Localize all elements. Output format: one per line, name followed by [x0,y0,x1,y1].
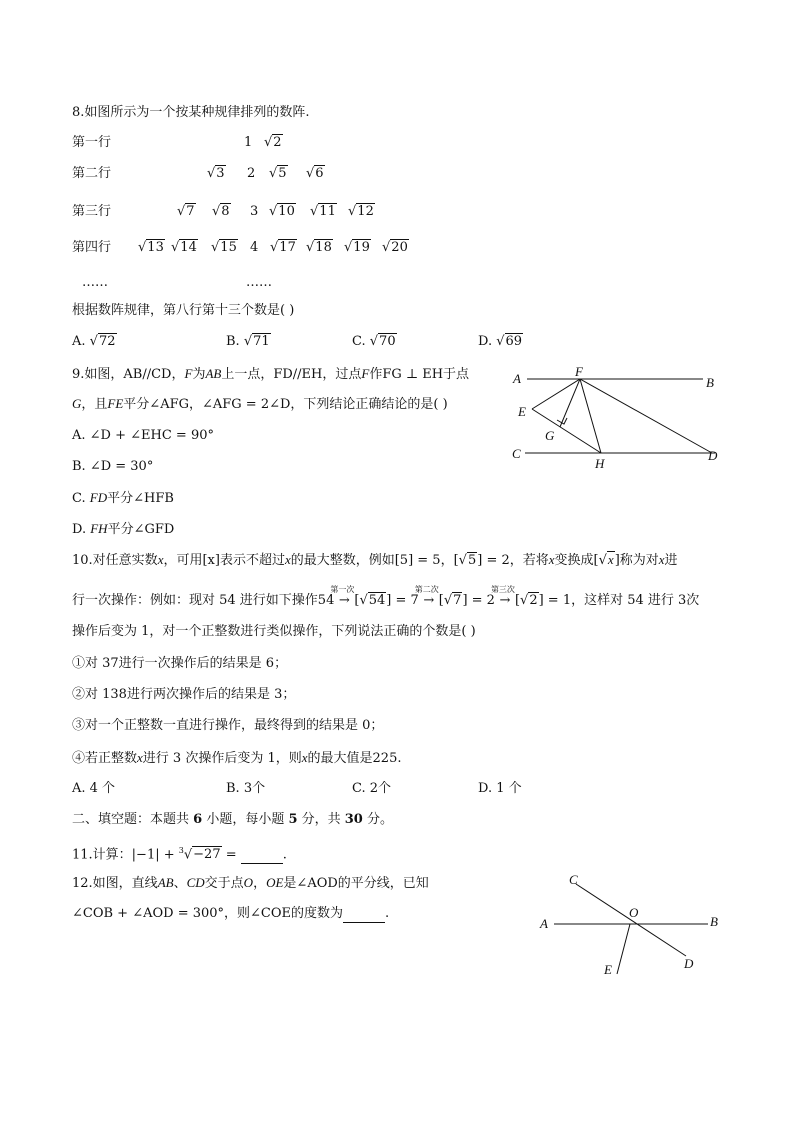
section-heading: 二、填空题：本题共 6 小题，每小题 5 分，共 30 分。 [72,812,393,827]
q12-geometry-figure [536,868,726,980]
matrix-cell: 1 [244,135,253,150]
q9-line1: 9.如图，AB//CD，F为AB上一点，FD//EH，过点F作FG ⊥ EH于点 [72,366,470,382]
q12-line1: 12.如图，直线AB、CD交于点O，OE是∠AOD的平分线，已知 [72,875,429,891]
matrix-cell: √12 [348,204,374,219]
arrow-second: 第二次 → [414,585,439,608]
matrix-cell: √6 [306,166,324,181]
row-label-4: 第四行 [72,240,112,255]
matrix-cell: √3 [207,166,225,181]
matrix-cell: √11 [310,204,336,219]
matrix-cell: √15 [211,240,237,255]
label-c: C [512,446,521,461]
q11-line: 11.计算：|−1| + $^3$√−27 = . [72,846,287,863]
matrix-cell: √14 [171,240,197,255]
label-b: B [710,914,718,929]
matrix-cell: √13 [138,240,164,255]
row-label-3: 第三行 [72,204,112,219]
matrix-cell: √8 [212,204,230,219]
q8-question: 根据数阵规律，第八行第十三个数是( ) [72,303,295,318]
option-a: A. √72 [72,334,116,349]
q10-option-a: A. 4 个 [72,781,116,796]
matrix-cell: √10 [269,204,295,219]
option-d: D. √69 [478,334,523,349]
label-d: D [684,956,694,971]
arrow-first: 第一次 → [330,585,355,608]
label-h: H [595,456,605,471]
q10-statement-1: ①对 37进行一次操作后的结果是 6； [72,656,288,671]
row-label-2: 第二行 [72,166,112,181]
matrix-cell: √20 [382,240,408,255]
matrix-cell: √2 [264,135,282,150]
matrix-cell: 2 [247,166,256,181]
q9-line2: G，且FE平分∠AFG，∠AFG = 2∠D，下列结论正确结论的是( ) [72,396,448,412]
label-d: D [708,448,718,463]
q10-statement-2: ②对 138进行两次操作后的结果是 3； [72,687,296,702]
label-e: E [604,962,612,977]
q10-statement-4: ④若正整数x进行 3 次操作后变为 1，则x的最大值是225. [72,750,402,766]
q9-option-c: C. FD平分∠HFB [72,490,174,506]
matrix-cell: √19 [344,240,370,255]
q9-option-a: A. ∠D + ∠EHC = 90° [72,428,214,443]
label-a: A [540,916,548,931]
label-f: F [575,364,583,379]
option-b: B. √71 [226,334,270,349]
row-label-1: 第一行 [72,135,112,150]
ellipsis-left: …… [82,275,108,290]
q10-line2: 行一次操作：例如：现对 54 进行如下操作54 第一次 → [√54] = 7 第二次 → [√7] = 2 第三次 → [√2] = 1，这样对 54 进行 3次 [72,585,700,608]
q10-option-b: B. 3个 [226,781,266,796]
q10-option-d: D. 1 个 [478,781,522,796]
label-e: E [518,404,526,419]
q12-line2: ∠COB + ∠AOD = 300°，则∠COE的度数为 . [72,906,390,921]
matrix-cell: √17 [270,240,296,255]
q10-line1: 10.对任意实数x，可用[x]表示不超过x的最大整数，例如[5] = 5，[√5] = 2，若将x变换成[√x]称为对x进 [72,552,678,568]
arrow-third: 第三次 → [490,585,515,608]
q8-intro: 8.如图所示为一个按某种规律排列的数阵. [72,105,310,120]
answer-blank[interactable] [241,847,283,864]
ellipsis-right: …… [246,275,272,290]
matrix-cell: √7 [177,204,195,219]
option-c: C. √70 [352,334,396,349]
q9-option-d: D. FH平分∠GFD [72,521,175,537]
matrix-cell: 3 [250,204,259,219]
label-a: A [513,371,521,386]
q10-option-c: C. 2个 [352,781,392,796]
matrix-cell: √18 [306,240,332,255]
q9-geometry-figure [505,362,735,474]
answer-blank[interactable] [343,906,385,923]
matrix-cell: 4 [250,240,259,255]
label-b: B [706,375,714,390]
q10-line3: 操作后变为 1，对一个正整数进行类似操作，下列说法正确的个数是( ) [72,624,476,639]
q10-statement-3: ③对一个正整数一直进行操作，最终得到的结果是 0； [72,718,384,733]
matrix-cell: √5 [269,166,287,181]
label-c: C [569,872,578,887]
label-o: O [629,905,639,920]
q9-option-b: B. ∠D = 30° [72,459,154,474]
label-g: G [545,428,555,443]
